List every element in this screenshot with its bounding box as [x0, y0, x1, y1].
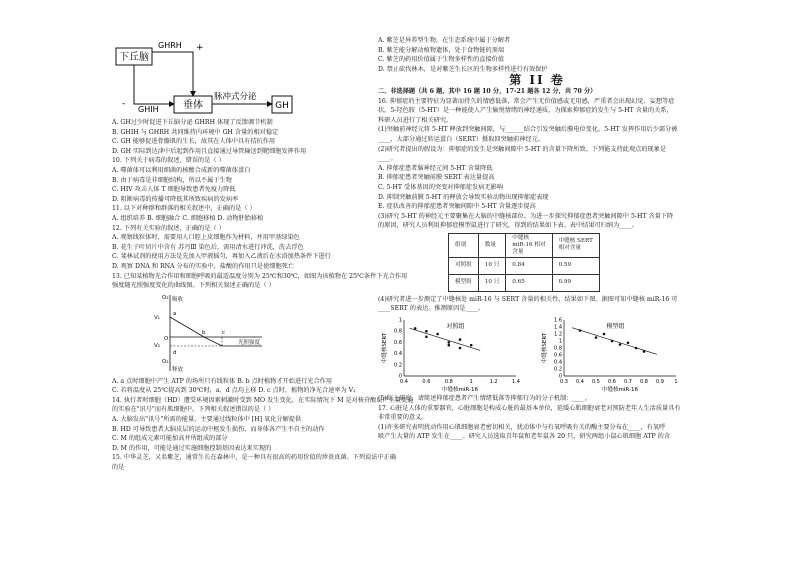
o2-low-label: O₂ — [162, 358, 169, 365]
y-tick-label: 1 — [558, 338, 562, 345]
photosynthesis-figure-wrap — [112, 291, 370, 377]
scatter-point — [448, 344, 451, 347]
right-line: (1)突触前神经元将 5-HT 释放到突触间隙，与______结合引发突触后膜电位变化。5-HT 发挥作用后少部分被 — [378, 126, 678, 134]
y-tick-label: 1.4 — [554, 324, 562, 331]
y-tick-label: 1.2 — [554, 331, 562, 338]
y-tick-label: 0.4 — [554, 359, 562, 366]
x-tick-label: 0.5 — [592, 379, 600, 386]
ghih-arrow — [134, 65, 174, 104]
point-d: d — [173, 349, 177, 356]
left-line: A. 噬菌体可以利用细菌的核酸合成新的噬菌体蛋白 — [112, 166, 251, 174]
right-line: B. 抑郁症患者突触前膜 SERT 表达量提高 — [378, 174, 495, 182]
hormone-regulation-figure — [112, 0, 370, 118]
scatter-chart-model — [538, 314, 688, 394]
y-tick-label: 1 — [398, 317, 402, 324]
x-tick-label: 1 — [469, 379, 473, 386]
table-cell: 10 只 — [478, 257, 506, 274]
right-line: D. 抑制突触前膜 5-HT 的释放会导致实验动物出现抑郁症表现 — [378, 193, 549, 201]
left-line: A. a 点时细胞中产生 ATP 的场所只有线粒体 B. b 点时植物才开始进行光合作用 — [112, 377, 333, 385]
y-tick-label: 0.8 — [554, 345, 562, 352]
scatter-point — [425, 330, 428, 333]
top-spacer — [378, 0, 696, 36]
left-line: 10. 下列关于病毒的叙述，错误的是（ ） — [112, 157, 225, 165]
scatter-point — [619, 343, 622, 346]
left-line: 的实验在"讯号"而有肌细胞中。下列相关叙述错误的是（ ） — [112, 406, 275, 414]
table-cell: 模型组 — [449, 274, 479, 291]
y-tick-label: 0.6 — [394, 339, 402, 346]
right-line: (1)许多研究表明扰动作用心肌细胞衰老密切相关，扰动体中与有氧呼吸有关的酶主要分布在____，有氧呼 — [378, 423, 666, 431]
absorb-label: 吸收 — [172, 296, 184, 303]
x-tick-label: 0.8 — [444, 379, 453, 386]
y-tick-label: 0.6 — [554, 352, 562, 359]
plus-sign: + — [196, 43, 204, 53]
scatter-point — [470, 344, 473, 347]
y-tick-label: 0.8 — [394, 328, 402, 335]
table-row — [449, 274, 600, 291]
right-line: 16. 抑郁症的主要特征为显著而持久的情感低落，常会产生无价值感或无用感，严重者会出现幻觉、妄想等症 — [378, 97, 675, 105]
y-tick-label: 0 — [398, 373, 402, 380]
gh-label: GH — [275, 101, 289, 111]
left-line: D. GH 实际到达津中后起到作用且直接通过导管输送到靶细胞发挥作用 — [112, 147, 307, 155]
right-line: 17. 心脏是人体的重要器官，心脏细胞是构成心脏的最基本单位，延缓心肌细胞衰老对预防老年人生活质量具有 — [378, 404, 681, 412]
x-tick-label: 0.6 — [608, 379, 616, 386]
results-table — [448, 233, 600, 292]
y-tick-label: 1.6 — [554, 317, 562, 324]
x-axis-label: 光照强度 — [238, 339, 261, 346]
x-tick-label: 0.8 — [640, 379, 648, 386]
right-line: (4)研究者进一步测定了中缝核处 miR-16 与 SERT 含量的相关性，结果如下图。据图可知中缝核 miR-16 可 — [378, 295, 678, 303]
scatter-point — [627, 342, 630, 345]
table-cell: 0.99 — [552, 274, 599, 291]
y-tick-label: 0.4 — [394, 351, 402, 358]
right-line: C. 5-HT 受体基因的突变对抑郁症发病无影响 — [378, 183, 503, 191]
scatter-point — [448, 341, 451, 344]
left-line: D. 阻断病毒的传播可降低其所致疾病的发病率 — [112, 195, 239, 203]
left-line: 12. 下列有关实验的叙述，正确的是（ ） — [112, 224, 225, 232]
right-line: A. 抑郁症患者脑神经元间 5-HT 含量降低 — [378, 164, 493, 172]
right-line: 的原因，研究人员利用抑郁症模型鼠进行了研究，得到的结果如下表。表中结果可归纳为____。 — [378, 222, 638, 230]
left-line: 的是 — [112, 464, 125, 472]
table-cell: 10 只 — [478, 274, 506, 291]
left-line: C. GH 能够促进骨骼肌的生长，故其在人体中具有拮抗作用 — [112, 138, 276, 146]
left-line: C. M 的组成元素可能加高并所组成的部分 — [112, 435, 228, 443]
table-cell: 0.65 — [506, 274, 552, 291]
left-line: 11. 以下对种群和群落的相关叙述中，正确的是（ ） — [112, 205, 256, 213]
right-line: C. 紫芝的药用价值属于生物多样性的直接价值 — [378, 56, 505, 64]
left-line: A. GH过少时促进下丘脑分泌 GHRH 体现了反馈调节机制 — [112, 119, 273, 126]
right-line: (2)研究者提出的假设为：抑郁症的发生是突触间隙中 5-HT 的含量下降所致。下列能支持此观点的现象是 — [378, 145, 667, 153]
left-line: 14. 执行者时细胞（HD）遭受环境因素刺激时受到 MO 发生变化，在实际情况下 M 是对核苷酸层产生量更能 — [112, 396, 414, 404]
scatter-point — [425, 336, 428, 339]
right-line: 吸产生大量的 ATP 发生在____。研究人员选取青年鼠和老年鼠各 20 只，研究两组小鼠心肌细胞 ATP 的含 — [378, 433, 671, 441]
right-line: ____SERT 的表达。推测原因是____。 — [378, 305, 485, 313]
y-tick-label: 0 — [558, 373, 562, 380]
table-cell: 0.84 — [506, 257, 552, 274]
ghrh-label: GHRH — [158, 41, 182, 50]
photosynthesis-curve — [112, 291, 370, 377]
v2-label: V₂ — [154, 342, 160, 349]
left-line: C. HIV 攻击人体 T 细胞导致患者免疫力降低 — [112, 186, 236, 194]
v1-label: V₁ — [154, 314, 160, 321]
left-line: A. 大脑发出"讯号"所需的能量，主要通过线粒体中 [H] 氧化分解提供 — [112, 416, 302, 424]
scatter-point — [459, 338, 462, 341]
left-line: A. 组织培养 B. 细胞融合 C. 细胞移植 D. 动物胚胎移植 — [112, 214, 264, 222]
x-tick-label: 1.2 — [489, 379, 498, 386]
ghrh-arrow — [152, 52, 193, 96]
minus-sign: - — [122, 99, 126, 109]
scatter-point — [603, 333, 606, 336]
y-axis-label: 中缝核SERT — [382, 332, 388, 364]
left-line: B. 由于病毒是非细胞结构，所以不属于生物 — [112, 176, 232, 184]
left-line: B. HD 可导致患者大脑皮层的运动中枢发生损伤，而身体各产生不自主的动作 — [112, 425, 325, 433]
scatter-point — [436, 333, 439, 336]
x-tick-label: 0.4 — [400, 379, 408, 386]
right-line: ____。 — [378, 155, 397, 163]
trend-line — [572, 328, 657, 355]
left-line: B. 花生子叶切片中含有 苏丹Ⅲ 染色后，需用清水进行冲洗，洗去浮色 — [112, 243, 304, 251]
point-c: c — [222, 329, 226, 336]
series-label: 对照组 — [446, 323, 465, 331]
y-axis-label: 中缝核SERT — [542, 332, 548, 364]
right-line: ____，大部分通过转运蛋白（SERT）摄取回突触前神经元。 — [378, 135, 544, 143]
pulse-label: 脉冲式分泌 — [214, 92, 257, 102]
left-line: 13. 已知某植物光合作用和细胞呼吸的最适温度分别为 25℃和30℃，如图为该植物在 25℃条件下光合作用 — [112, 272, 408, 280]
left-line: D. 观察 DNA 和 RNA 分布的实验中，盐酸的作用只是使细胞死亡 — [112, 262, 295, 270]
table-header-cell: 组别 — [449, 233, 479, 257]
part2-title: 第 II 卷 — [509, 73, 565, 88]
scatter-charts — [378, 314, 696, 394]
right-line: E. 症状改善的抑郁症患者突触间隙中 5-HT 含量逐步提高 — [378, 203, 536, 211]
right-line: B. 紫芝能分解动植物遗体，处于食物链的顶端 — [378, 46, 505, 54]
x-tick-label: 0.7 — [624, 379, 632, 386]
release-label: 释放 — [172, 366, 184, 373]
left-line: C. 若将温度从 25℃提高到 30℃时，a、d 点均上移 D. c 点时，植物的净光合速率为 V₂ — [112, 387, 356, 395]
table-cell: 对照组 — [449, 257, 479, 274]
x-axis-label: 中缝核miR-16 — [442, 387, 478, 394]
x-tick-label: 0.3 — [560, 379, 568, 386]
pituitary-label: 垂体 — [183, 100, 203, 111]
table-header-cell: 中缝核 miR-16 相对 含量 — [506, 233, 552, 257]
x-tick-label: 0.6 — [422, 379, 431, 386]
hormone-diagram — [112, 0, 370, 118]
table-header-row — [449, 233, 600, 257]
left-line: B. GHIH 与 GHRH 共同维持内环境中 GH 含量的相对稳定 — [112, 128, 279, 136]
right-line: 非常重要的意义。 — [378, 414, 428, 422]
table-row — [449, 257, 600, 274]
table-header-cell: 中缝核 SERT 相对含量 — [552, 233, 599, 257]
scatter-chart-control — [378, 314, 528, 394]
hypothalamus-label: 下丘脑 — [119, 52, 149, 63]
origin-label: O — [164, 335, 169, 342]
x-axis-label: 中缝核miR-16 — [602, 387, 638, 394]
table-cell: 0.59 — [552, 257, 599, 274]
x-tick-label: 1.4 — [512, 379, 520, 386]
y-axis-label: O₂ — [162, 294, 169, 301]
right-line: 状。5-羟色胺（5-HT）是一种能使人产生愉悦情绪的神经递质，为探索抑郁症的发生与 5-HT 含量的关系， — [378, 107, 673, 115]
x-tick-label: 0.9 — [656, 379, 664, 386]
right-line: A. 紫芝是异养型生物，在生态系统中属于分解者 — [378, 37, 511, 44]
part2-header: 二、非选择题（共 6 题，其中 16 题 10 分，17-21 题各 12 分，共 70 分） — [378, 87, 597, 95]
ghih-label: GHIH — [138, 105, 159, 114]
right-line: (5)综上研究，请简述抑郁症患者产生情绪低落等抑郁行为的分子机制：____。 — [378, 395, 591, 403]
right-line: D. 禁止砍伐林木，是对紫芝生长区的生物多样性进行有效保护 — [378, 65, 548, 73]
right-line: (3)研究 5-HT 的神经元主要聚集在大脑的中缝核部位。为进一步探究抑郁症患者突触间隙中 5-HT 含量下降 — [378, 212, 674, 220]
x-tick-label: 0.4 — [576, 379, 584, 386]
point-b: b — [202, 329, 206, 336]
series-label: 模型组 — [606, 323, 625, 331]
scatter-point — [459, 347, 462, 350]
left-line: 15. 中华灵芝，又名紫芝，通常生长在森林中，是一种具有很高的药用价值的珍贵真菌。下列说法中正确 — [112, 454, 397, 462]
left-line: C. 斐林试剂的使用方法是先加入甲液摇匀，再加入乙液后在水浴加热条件下进行 — [112, 253, 331, 261]
point-a: a — [173, 310, 177, 317]
left-line: A. 观察线粒体时，需要用人口腔上皮细胞作为材料，并用甲基绿染色 — [112, 234, 300, 242]
y-tick-label: 0.2 — [394, 362, 402, 369]
right-column — [378, 0, 696, 442]
x-tick-label: 1 — [674, 379, 678, 386]
y-tick-label: 0.2 — [554, 366, 562, 373]
trend-line — [410, 328, 481, 350]
scatter-point — [595, 336, 598, 339]
table-header-cell: 数量 — [478, 233, 506, 257]
left-line: 强度随光照强度变化的曲线图。下列相关叙述正确的是（ ） — [112, 282, 275, 290]
left-line: D. M 的作用，可能是通过实施细胞控制基因表达来实现的 — [112, 444, 272, 452]
right-line: 科研人员进行了相关研究。 — [378, 116, 453, 124]
